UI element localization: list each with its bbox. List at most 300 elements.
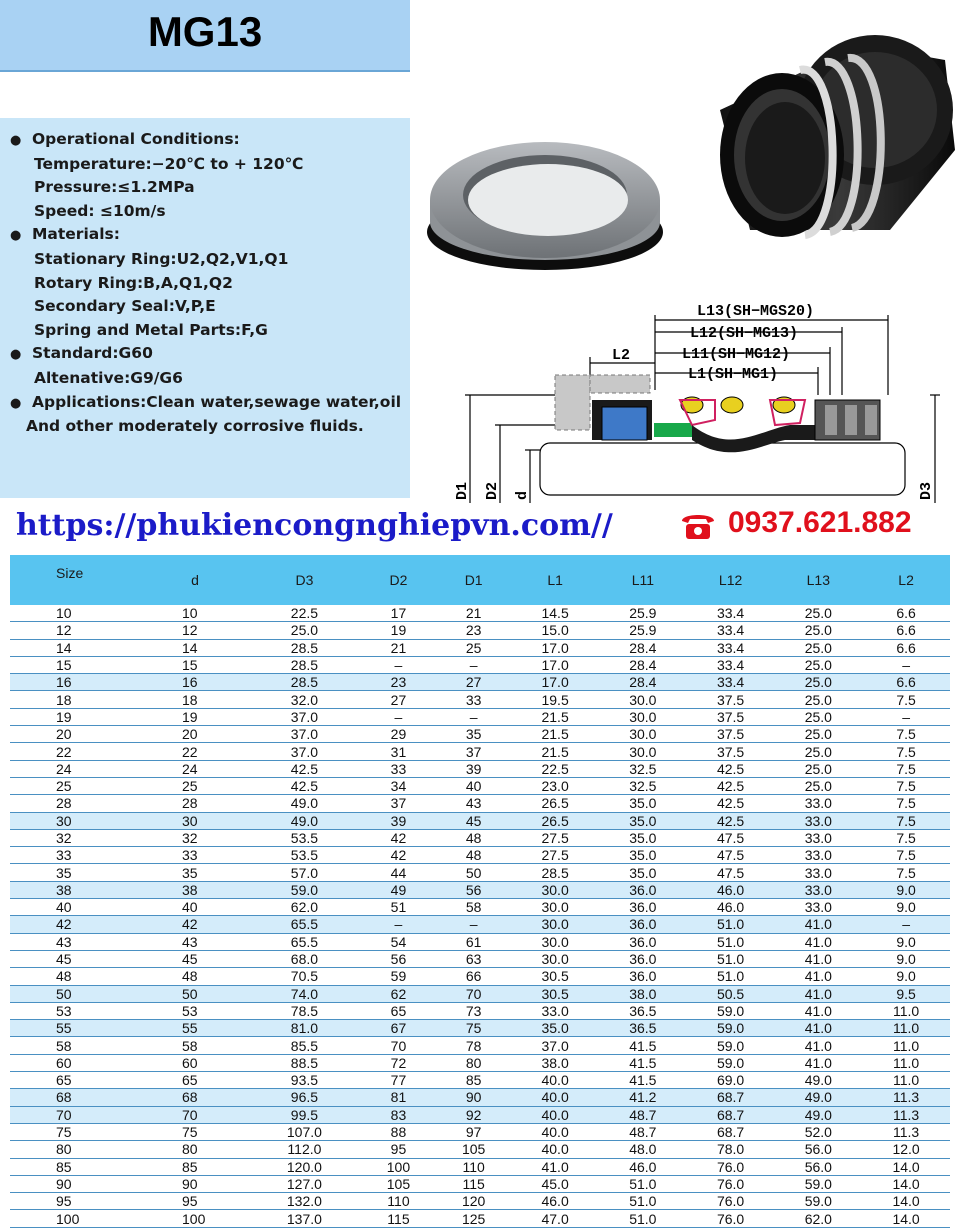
table-cell: 46.0 — [716, 899, 745, 916]
table-cell: 42 — [56, 916, 72, 933]
table-cell: 11.0 — [892, 1037, 920, 1054]
table-cell: 76.0 — [716, 1175, 745, 1192]
table-cell: 31 — [390, 743, 407, 760]
label-d3: D3 — [918, 481, 935, 500]
table-cell: 49 — [390, 881, 407, 898]
table-cell: 62.0 — [804, 1210, 832, 1227]
table-cell: 47.5 — [716, 847, 745, 864]
table-cell: 14 — [182, 639, 198, 656]
table-cell: 48.7 — [629, 1124, 657, 1141]
table-cell: 50 — [182, 985, 198, 1002]
table-cell: 68.7 — [716, 1106, 745, 1123]
table-cell: 30.0 — [541, 899, 569, 916]
table-row — [10, 899, 950, 916]
table-cell: 27.5 — [541, 847, 569, 864]
table-row — [10, 743, 950, 760]
stationary-ring-photo — [427, 142, 663, 270]
table-cell: 14.0 — [892, 1210, 920, 1227]
table-cell: 7.5 — [896, 760, 916, 777]
header-l1: L1 — [511, 555, 599, 605]
table-cell: 37.0 — [290, 726, 319, 743]
table-cell: 7.5 — [896, 812, 916, 829]
table-cell: 9.5 — [896, 985, 916, 1002]
table-cell: 6.6 — [896, 639, 916, 656]
table-cell: 33.4 — [716, 622, 745, 639]
table-cell: 83 — [390, 1106, 407, 1123]
table-row — [10, 1141, 950, 1158]
table-cell: 59.0 — [716, 1002, 745, 1019]
table-cell: 137.0 — [286, 1210, 322, 1227]
table-cell: 73 — [465, 1002, 482, 1019]
table-cell: 11.3 — [892, 1089, 920, 1106]
table-cell: 7.5 — [896, 847, 916, 864]
table-cell: 100 — [182, 1210, 206, 1227]
table-cell: 33.0 — [541, 1002, 569, 1019]
table-cell: 85.5 — [290, 1037, 319, 1054]
table-cell: 50.5 — [716, 985, 745, 1002]
table-cell: 51.0 — [716, 951, 745, 968]
table-cell: 32.5 — [629, 760, 657, 777]
table-cell: 56.0 — [804, 1141, 832, 1158]
table-row — [10, 605, 950, 622]
header-d1: D1 — [436, 555, 511, 605]
table-cell: 28.5 — [290, 674, 319, 691]
table-row — [10, 656, 950, 673]
table-cell: 6.6 — [896, 674, 916, 691]
dimension-drawing — [430, 295, 960, 505]
table-cell: 41.0 — [804, 968, 832, 985]
table-cell: 29 — [390, 726, 407, 743]
table-cell: 40.0 — [541, 1089, 569, 1106]
table-cell: 65 — [56, 1072, 72, 1089]
table-cell: 42.5 — [716, 812, 745, 829]
table-cell: 47.5 — [716, 864, 745, 881]
table-cell: 33.0 — [804, 847, 832, 864]
table-cell: 69.0 — [716, 1072, 745, 1089]
table-cell: 120.0 — [286, 1158, 322, 1175]
table-cell: 28 — [56, 795, 72, 812]
table-cell: 40.0 — [541, 1141, 569, 1158]
table-cell: 55 — [56, 1020, 72, 1037]
table-cell: 25.0 — [804, 743, 832, 760]
table-cell: 21.5 — [541, 708, 569, 725]
label-d2: D2 — [484, 481, 501, 500]
header-d3: D3 — [248, 555, 361, 605]
label-l1: L1(SH−MG1) — [688, 366, 779, 383]
table-cell: – — [469, 916, 478, 933]
table-cell: 55 — [182, 1020, 198, 1037]
table-cell: 30 — [56, 812, 72, 829]
table-cell: 40.0 — [541, 1106, 569, 1123]
table-cell: 112.0 — [287, 1141, 322, 1158]
table-cell: 14.0 — [892, 1158, 920, 1175]
table-cell: 36.0 — [629, 933, 657, 950]
applications-heading: ● Applications:Clean water,sewage water,oil — [10, 391, 410, 416]
table-cell: 85 — [465, 1072, 482, 1089]
table-row — [10, 829, 950, 846]
table-cell: 35.0 — [629, 847, 657, 864]
table-cell: 25 — [182, 778, 198, 795]
table-cell: 36.0 — [629, 951, 657, 968]
table-row — [10, 1037, 950, 1054]
table-cell: 12 — [56, 622, 72, 639]
standard-heading: ● Standard:G60 — [10, 342, 410, 367]
table-cell: 30.0 — [629, 726, 657, 743]
table-cell: 62.0 — [290, 899, 319, 916]
table-cell: 45 — [56, 951, 72, 968]
table-cell: 70.5 — [290, 968, 319, 985]
header-size: Size — [10, 555, 142, 605]
table-cell: 60 — [56, 1054, 72, 1071]
website-link[interactable]: https://phukiencongnghiepvn.com// — [16, 508, 613, 543]
table-cell: 65 — [390, 1002, 407, 1019]
table-cell: – — [469, 708, 478, 725]
table-cell: 42.5 — [290, 778, 319, 795]
product-title: MG13 — [147, 8, 263, 55]
table-cell: 22.5 — [541, 760, 569, 777]
table-cell: 34 — [390, 778, 407, 795]
table-cell: 35.0 — [629, 812, 657, 829]
table-cell: 28.4 — [629, 639, 657, 656]
table-cell: 120 — [461, 1193, 486, 1210]
table-cell: 93.5 — [290, 1072, 319, 1089]
table-cell: 11.0 — [892, 1054, 920, 1071]
table-cell: 107.0 — [286, 1124, 322, 1141]
table-cell: 42 — [182, 916, 198, 933]
table-cell: 7.5 — [896, 830, 916, 846]
table-cell: 53.5 — [290, 847, 319, 864]
table-cell: 43 — [56, 933, 72, 950]
table-cell: 70 — [56, 1106, 72, 1123]
label-l13: L13(SH−MGS20) — [697, 303, 815, 320]
table-cell: 50 — [56, 985, 72, 1002]
table-cell: 25 — [465, 639, 482, 656]
table-cell: 30.0 — [541, 916, 569, 933]
table-cell: 18 — [56, 691, 72, 708]
table-cell: 6.6 — [896, 622, 916, 639]
table-cell: 59 — [390, 968, 407, 985]
table-cell: 33.4 — [716, 605, 745, 622]
table-cell: 48.7 — [629, 1106, 657, 1123]
table-cell: 40.0 — [541, 1124, 569, 1141]
table-cell: 26.5 — [541, 795, 569, 812]
table-cell: 49.0 — [804, 1072, 832, 1089]
table-cell: 58 — [56, 1037, 72, 1054]
table-cell: 36.5 — [629, 1020, 657, 1037]
table-cell: 95 — [182, 1193, 198, 1210]
table-cell: 42.5 — [716, 760, 745, 777]
table-cell: 22.5 — [290, 605, 319, 622]
table-cell: 38 — [182, 881, 198, 898]
table-cell: 44 — [390, 864, 407, 881]
spec-stationary-ring: Stationary Ring:U2,Q2,V1,Q1 — [34, 249, 289, 268]
table-cell: 30.0 — [541, 933, 569, 950]
table-cell: 36.0 — [629, 968, 657, 985]
table-cell: 24 — [182, 760, 198, 777]
table-cell: 33 — [56, 847, 72, 864]
table-cell: 127.0 — [286, 1175, 322, 1192]
table-cell: 16 — [182, 674, 198, 691]
table-cell: 105 — [386, 1175, 411, 1192]
table-cell: 56 — [390, 951, 407, 968]
table-cell: 42 — [390, 830, 407, 846]
table-cell: 41.0 — [804, 1002, 832, 1019]
table-cell: 7.5 — [896, 795, 916, 812]
table-cell: 27 — [390, 691, 407, 708]
table-cell: 80 — [182, 1141, 198, 1158]
table-cell: 33.4 — [716, 674, 745, 691]
table-cell: 115 — [462, 1175, 485, 1192]
table-cell: 81 — [390, 1089, 407, 1106]
table-cell: 35.0 — [629, 864, 657, 881]
table-cell: 25.0 — [804, 657, 832, 674]
table-cell: 45 — [465, 812, 482, 829]
table-cell: 85 — [56, 1158, 72, 1175]
table-cell: 75 — [182, 1124, 198, 1141]
table-cell: 22 — [56, 743, 72, 760]
table-row — [10, 1158, 950, 1175]
table-cell: 37.5 — [716, 708, 745, 725]
table-row — [10, 916, 950, 933]
table-cell: 76.0 — [716, 1193, 745, 1210]
table-cell: 42.5 — [716, 795, 745, 812]
table-cell: 42.5 — [290, 760, 319, 777]
table-cell: 9.0 — [896, 881, 916, 898]
table-cell: 58 — [465, 899, 482, 916]
table-cell: 7.5 — [896, 864, 916, 881]
table-cell: 11.0 — [892, 1002, 920, 1019]
table-cell: 68.7 — [716, 1124, 745, 1141]
table-cell: 9.0 — [896, 968, 916, 985]
table-cell: 24 — [56, 760, 72, 777]
table-cell: 60 — [182, 1054, 198, 1071]
table-cell: 28.5 — [541, 864, 569, 881]
table-cell: 105 — [461, 1141, 486, 1158]
spec-applications-cont: And other moderately corrosive fluids. — [26, 417, 364, 436]
table-cell: 85 — [182, 1158, 198, 1175]
table-header-row — [10, 555, 950, 605]
table-row — [10, 639, 950, 656]
table-cell: 66 — [465, 968, 482, 985]
table-cell: 50 — [465, 864, 482, 881]
table-cell: 70 — [465, 985, 482, 1002]
table-cell: 11.0 — [892, 1072, 920, 1089]
table-cell: 7.5 — [896, 726, 916, 743]
table-cell: 33.0 — [804, 864, 832, 881]
table-cell: 25.0 — [804, 639, 832, 656]
table-cell: 110 — [462, 1158, 485, 1175]
spec-secondary-seal: Secondary Seal:V,P,E — [34, 297, 216, 316]
table-cell: 99.5 — [290, 1106, 319, 1123]
table-row — [10, 777, 950, 794]
table-cell: 61 — [465, 933, 482, 950]
spec-pressure: Pressure:≤1.2MPa — [34, 178, 195, 197]
header-l11: L11 — [599, 555, 687, 605]
contact-bar — [0, 500, 960, 550]
table-cell: 46.0 — [629, 1158, 657, 1175]
table-cell: 97 — [465, 1124, 482, 1141]
table-cell: 7.5 — [896, 743, 916, 760]
table-cell: 59.0 — [716, 1037, 745, 1054]
table-cell: 30.0 — [541, 881, 569, 898]
table-row — [10, 812, 950, 829]
table-cell: 33.0 — [804, 830, 832, 846]
dimension-table — [10, 555, 950, 1228]
table-cell: 115 — [387, 1210, 410, 1227]
table-cell: 32.5 — [629, 778, 657, 795]
table-cell: 42.5 — [716, 778, 745, 795]
table-cell: 14.0 — [892, 1175, 920, 1192]
table-row — [10, 1106, 950, 1123]
table-cell: 81.0 — [290, 1020, 319, 1037]
table-cell: 41.5 — [629, 1054, 657, 1071]
table-cell: 48 — [465, 830, 482, 846]
table-row — [10, 1054, 950, 1071]
table-row — [10, 847, 950, 864]
table-cell: 68.0 — [290, 951, 319, 968]
table-cell: 35 — [182, 864, 198, 881]
table-cell: 10 — [56, 605, 72, 622]
table-cell: 51.0 — [716, 933, 745, 950]
table-cell: 15.0 — [541, 622, 569, 639]
table-cell: 58 — [182, 1037, 198, 1054]
table-cell: 75 — [465, 1020, 482, 1037]
table-cell: 41.0 — [541, 1158, 569, 1175]
table-cell: 48 — [182, 968, 198, 985]
table-cell: 7.5 — [896, 778, 916, 795]
table-cell: 56.0 — [804, 1158, 832, 1175]
table-cell: 48 — [465, 847, 482, 864]
table-cell: 21 — [465, 605, 482, 622]
table-cell: 47.5 — [716, 830, 745, 846]
table-cell: 35.0 — [541, 1020, 569, 1037]
table-cell: 78.0 — [716, 1141, 745, 1158]
phone-number[interactable]: 0937.621.882 — [728, 506, 912, 539]
spec-rotary-ring: Rotary Ring:B,A,Q1,Q2 — [34, 273, 233, 292]
table-row — [10, 968, 950, 985]
table-cell: 41.0 — [804, 1020, 832, 1037]
table-cell: 19 — [182, 708, 198, 725]
table-row — [10, 622, 950, 639]
table-cell: 35.0 — [629, 795, 657, 812]
table-cell: 33.4 — [716, 657, 745, 674]
operational-heading: ● Operational Conditions: — [10, 128, 410, 153]
table-cell: 33 — [465, 691, 482, 708]
table-row — [10, 691, 950, 708]
table-cell: 40 — [465, 778, 482, 795]
table-cell: 30.0 — [541, 951, 569, 968]
table-row — [10, 1002, 950, 1019]
table-cell: 37.0 — [290, 743, 319, 760]
table-cell: 33.0 — [804, 899, 832, 916]
table-cell: 37 — [390, 795, 407, 812]
table-cell: 27.5 — [541, 830, 569, 846]
table-cell: 25.0 — [290, 622, 319, 639]
table-cell: 67 — [390, 1020, 407, 1037]
table-cell: 51.0 — [716, 916, 745, 933]
table-cell: 21.5 — [541, 743, 569, 760]
table-cell: 32 — [56, 830, 72, 846]
table-cell: 25.0 — [804, 622, 832, 639]
table-cell: 25.9 — [629, 605, 657, 622]
table-cell: 10 — [182, 605, 198, 622]
table-cell: 7.5 — [896, 691, 916, 708]
table-cell: 33 — [390, 760, 407, 777]
table-cell: 41.0 — [804, 933, 832, 950]
table-cell: 25.0 — [804, 708, 832, 725]
table-cell: 100 — [56, 1210, 80, 1227]
table-cell: 96.5 — [290, 1089, 319, 1106]
table-row — [10, 950, 950, 967]
table-cell: 33.4 — [716, 639, 745, 656]
header-d: d — [142, 555, 248, 605]
spec-alternative: Altenative:G9/G6 — [34, 368, 183, 387]
table-cell: 9.0 — [896, 933, 916, 950]
table-cell: 74.0 — [290, 985, 319, 1002]
table-cell: 16 — [56, 674, 72, 691]
table-cell: 53.5 — [290, 830, 319, 846]
table-row — [10, 1123, 950, 1140]
table-cell: 41.0 — [804, 951, 832, 968]
table-cell: 28.5 — [290, 639, 319, 656]
table-cell: 11.0 — [892, 1020, 920, 1037]
table-cell: 30 — [182, 812, 198, 829]
table-cell: 59.0 — [804, 1193, 832, 1210]
table-cell: 37.5 — [716, 743, 745, 760]
table-cell: 12.0 — [892, 1141, 920, 1158]
table-cell: 23 — [390, 674, 407, 691]
table-cell: 28.4 — [629, 674, 657, 691]
table-cell: 20 — [56, 726, 72, 743]
table-cell: 100 — [386, 1158, 411, 1175]
table-cell: 23.0 — [541, 778, 569, 795]
label-l2: L2 — [612, 347, 631, 364]
table-cell: – — [394, 708, 403, 725]
table-cell: 76.0 — [716, 1158, 745, 1175]
table-row — [10, 708, 950, 725]
table-cell: 90 — [182, 1175, 198, 1192]
table-cell: 43 — [465, 795, 482, 812]
table-cell: 9.0 — [896, 899, 916, 916]
table-cell: 52.0 — [804, 1124, 832, 1141]
table-cell: 32 — [182, 830, 198, 846]
table-cell: 59.0 — [804, 1175, 832, 1192]
table-cell: 17 — [390, 605, 407, 622]
table-body — [10, 605, 950, 1227]
table-cell: 51.0 — [716, 968, 745, 985]
table-cell: 80 — [465, 1054, 482, 1071]
table-row — [10, 1175, 950, 1192]
table-cell: 51 — [390, 899, 407, 916]
table-cell: 38.0 — [629, 985, 657, 1002]
table-cell: 15 — [56, 657, 72, 674]
table-cell: 68 — [182, 1089, 198, 1106]
table-cell: 90 — [465, 1089, 482, 1106]
table-cell: 36.5 — [629, 1002, 657, 1019]
table-cell: 56 — [465, 881, 482, 898]
table-cell: 40 — [56, 899, 72, 916]
table-cell: 49.0 — [804, 1106, 832, 1123]
table-cell: 110 — [387, 1193, 410, 1210]
table-cell: 51.0 — [629, 1210, 657, 1227]
label-l12: L12(SH−MG13) — [690, 325, 799, 342]
table-cell: 9.0 — [896, 951, 916, 968]
table-cell: 95 — [56, 1193, 72, 1210]
table-cell: 65.5 — [290, 916, 319, 933]
table-row — [10, 933, 950, 950]
table-cell: 77 — [390, 1072, 407, 1089]
table-cell: 37.5 — [716, 726, 745, 743]
